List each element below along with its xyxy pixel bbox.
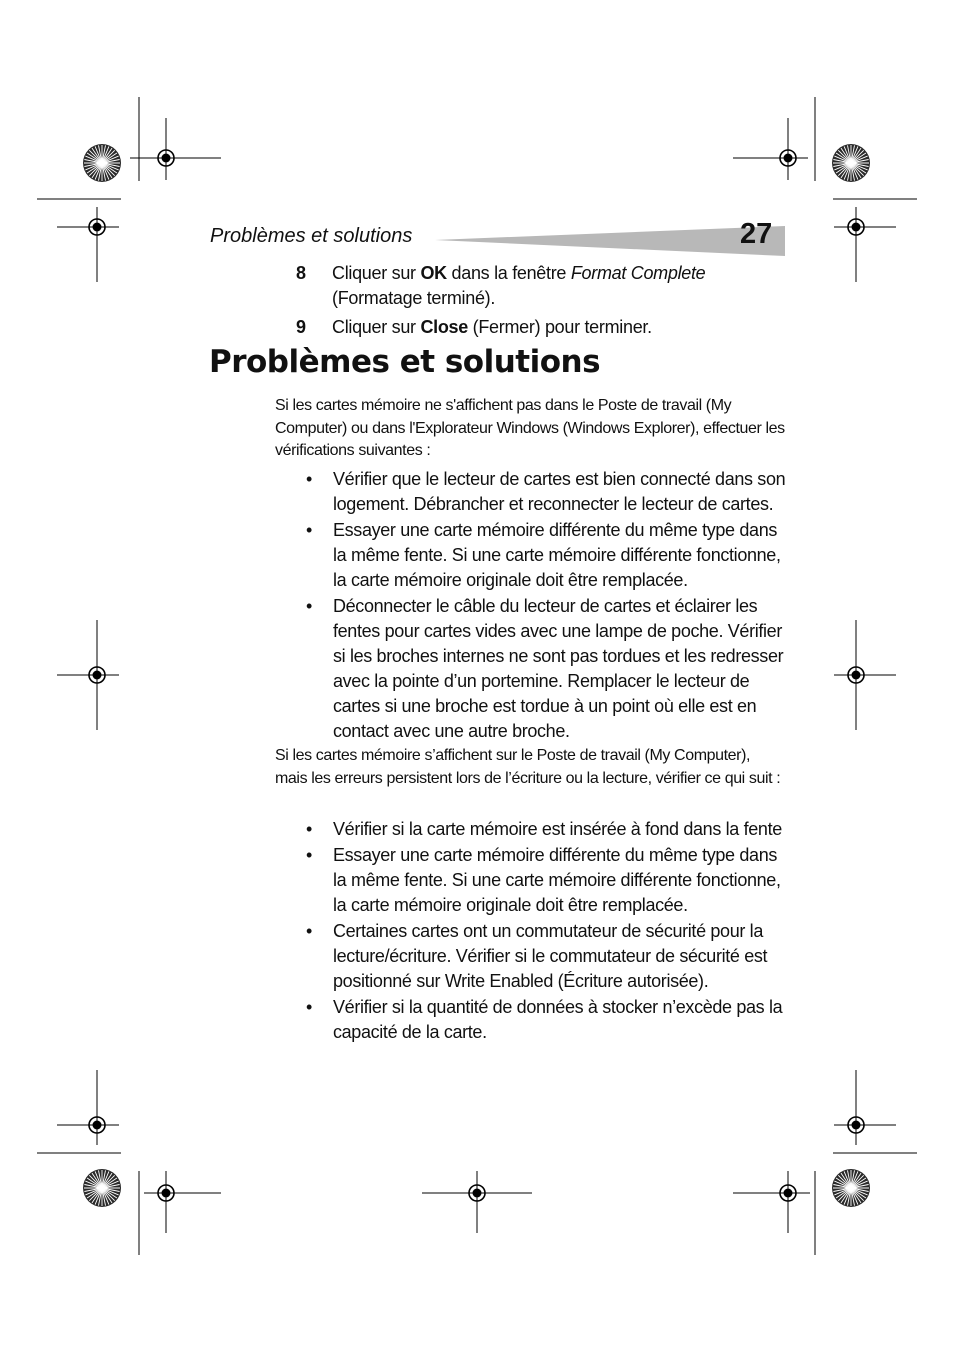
bullet-icon: •	[306, 520, 312, 540]
list-item: • Certaines cartes ont un commutateur de sécurité pour la lecture/écriture. Vérifier si le commutateur de sécurité est positionné sur Write Enabled (Écriture autorisée).	[306, 921, 768, 991]
intro-paragraph: Si les cartes mémoire ne s'affichent pas dans le Poste de travail (My Computer) ou dans l'Explorateur Windows (Windows Explorer), effectuer les vérifications suivantes :	[275, 397, 785, 459]
bullet-icon: •	[306, 596, 312, 616]
window-name: Format Complete	[570, 263, 706, 283]
list-item: • Essayer une carte mémoire différente du même type dans la même fente. Si une carte mémoire différente fonctionne, la carte mémoire originale doit être remplacée.	[306, 520, 781, 590]
header-bar	[435, 226, 785, 256]
step-text: Cliquer sur Close (Fermer) pour terminer.	[332, 317, 652, 337]
bullet-icon: •	[306, 921, 312, 941]
list-item: • Vérifier si la quantité de données à stocker n’excède pas la capacité de la carte.	[306, 997, 783, 1042]
bullet-icon: •	[306, 819, 312, 839]
step-number: 8	[296, 263, 306, 283]
step-text: Cliquer sur OK dans la fenêtre Format Complete (Formatage terminé).	[332, 263, 706, 308]
section-title: Problèmes et solutions	[209, 344, 601, 380]
close-label: Close	[420, 317, 468, 337]
step-number: 9	[296, 317, 306, 337]
ok-label: OK	[420, 263, 447, 283]
checklist-not-visible	[306, 467, 786, 745]
list-item: • Vérifier que le lecteur de cartes est bien connecté dans son logement. Débrancher et reconnecter le lecteur de cartes.	[306, 469, 786, 514]
page-number: 27	[740, 218, 773, 250]
list-item: • Essayer une carte mémoire différente du même type dans la même fente. Si une carte mémoire différente fonctionne, la carte mémoire originale doit être remplacée.	[306, 845, 781, 915]
bullet-icon: •	[306, 469, 312, 489]
checklist-errors	[306, 817, 786, 1046]
list-item: • Vérifier si la carte mémoire est insérée à fond dans la fente	[306, 817, 786, 842]
bullet-icon: •	[306, 845, 312, 865]
running-header-title: Problèmes et solutions	[210, 225, 413, 247]
intro-paragraph: Si les cartes mémoire s’affichent sur le Poste de travail (My Computer), mais les erreurs persistent lors de l’écriture ou la lecture, vérifier ce qui suit :	[275, 747, 781, 787]
bullet-icon: •	[306, 997, 312, 1017]
list-item: • Déconnecter le câble du lecteur de cartes et éclairer les fentes pour cartes vides avec une lampe de poche. Vérifier si les broches internes ne sont pas tordues et les redresser avec la pointe d’un portemine. Remplacer le lecteur de cartes si une broche est tordue à un point où elle est en contact avec une autre broche.	[306, 596, 784, 741]
